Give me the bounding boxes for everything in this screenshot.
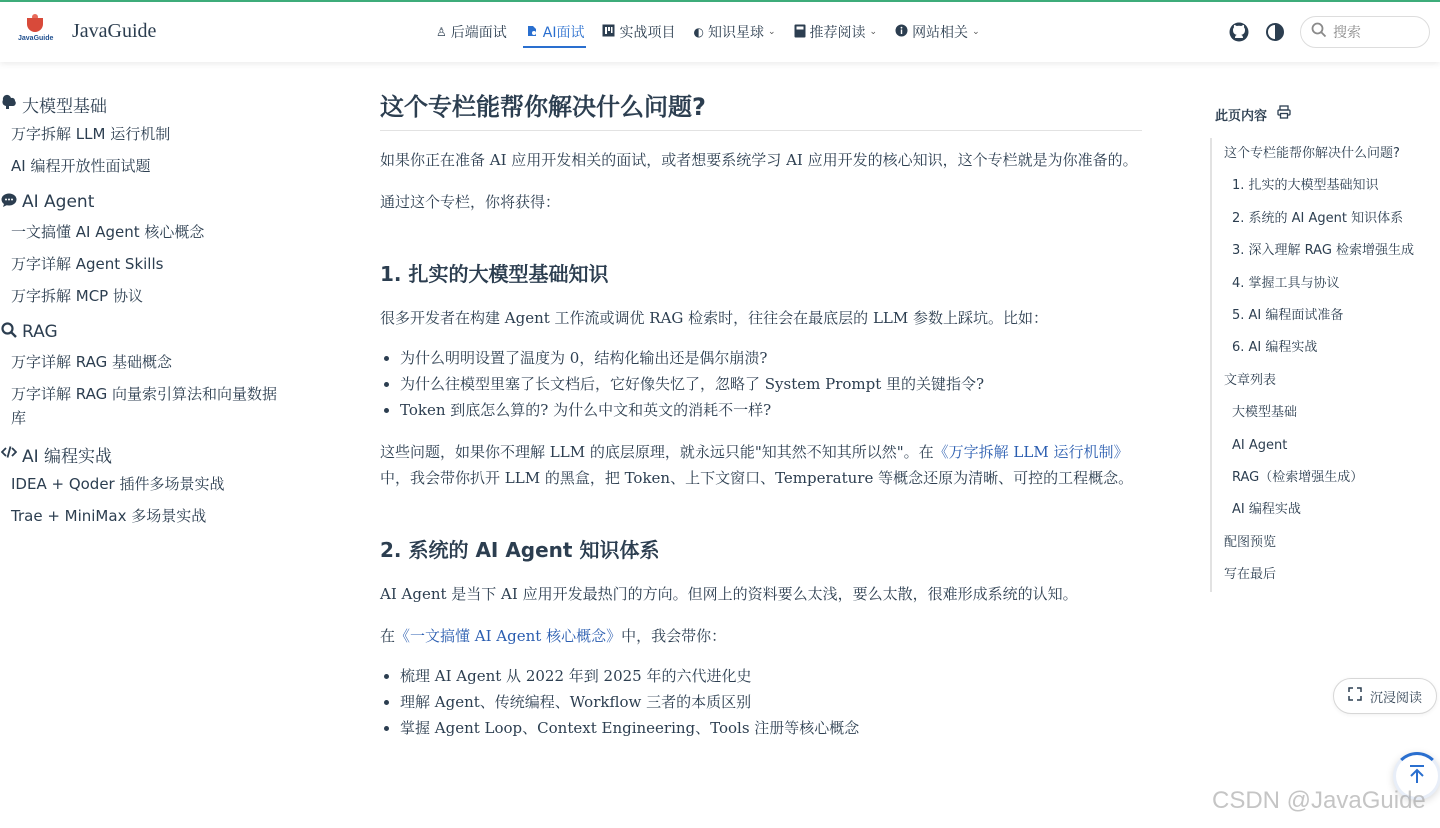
code-icon xyxy=(1,445,17,463)
toc-title: 此页内容 xyxy=(1210,100,1434,128)
sidebar-group-heading[interactable]: AI 编程实战 xyxy=(0,440,300,468)
list-item: • 为什么往模型里塞了长文档后，它好像失忆了，忽略了 System Prompt 里的关键指令? xyxy=(400,371,1142,397)
toc-item[interactable]: RAG（检索增强生成） xyxy=(1232,470,1364,486)
sidebar-group-heading[interactable]: 大模型基础 xyxy=(0,90,300,118)
section-paragraph: 很多开发者在构建 Agent 工作流或调优 RAG 检索时，往往会在最底层的 LLM 参数上踩坑。比如： xyxy=(380,309,1049,327)
brain-icon xyxy=(1,94,17,114)
toc-item[interactable]: AI 编程实战 xyxy=(1232,502,1301,518)
nav-item-site[interactable] xyxy=(893,2,982,62)
book-icon xyxy=(794,24,806,41)
logo: JavaGuide xyxy=(18,14,52,48)
sidebar-item-idea-qoder[interactable]: IDEA + Qoder 插件多场景实战 xyxy=(11,475,225,493)
search-input[interactable] xyxy=(1300,16,1430,48)
link-agent-concepts[interactable]: 《一文搞懂 AI Agent 核心概念》 xyxy=(395,627,622,645)
sidebar-group-rag xyxy=(0,318,300,434)
board-icon xyxy=(602,24,615,40)
sidebar-item-ai-coding-questions[interactable]: AI 编程开放性面试题 xyxy=(11,157,151,175)
theme-toggle-icon[interactable] xyxy=(1264,21,1286,43)
bullet-list xyxy=(380,345,1142,423)
stamp-icon: ♙ xyxy=(436,25,447,39)
section-paragraph: AI Agent 是当下 AI 应用开发最热门的方向。但网上的资料要么太浅，要么太散，很难形成系统的认知。 xyxy=(380,585,1078,603)
list-item: • 掌握 Agent Loop、Context Engineering、Tools 注册等核心概念 xyxy=(400,715,1142,741)
nav-links xyxy=(434,2,982,62)
sidebar-item-rag-basics[interactable]: 万字详解 RAG 基础概念 xyxy=(11,353,172,371)
page-title: 这个专栏能帮你解决什么问题? xyxy=(380,90,1142,131)
toc-item[interactable]: 写在最后 xyxy=(1224,567,1277,583)
link-llm-mechanism[interactable]: 《万字拆解 LLM 运行机制》 xyxy=(933,443,1129,461)
toc-item[interactable]: 1. 扎实的大模型基础知识 xyxy=(1232,178,1379,194)
nav-item-backend-interview[interactable] xyxy=(434,2,509,62)
toc-item[interactable]: 4. 掌握工具与协议 xyxy=(1232,275,1340,291)
nav-right xyxy=(1228,16,1430,48)
nav-item-ai-interview[interactable] xyxy=(523,2,587,62)
sidebar-group-llm-basics xyxy=(0,90,300,182)
bullet-list xyxy=(380,663,1142,741)
nav-item-label: 知识星球 xyxy=(707,25,764,41)
toc-list xyxy=(1210,138,1434,592)
nav-item-recommended[interactable] xyxy=(792,2,880,62)
search-icon xyxy=(1311,22,1327,42)
sidebar xyxy=(0,90,300,534)
search-placeholder: 搜索 xyxy=(1333,25,1361,41)
nav-item-label: 网站相关 xyxy=(912,25,969,41)
chevron-down-icon: ⌄ xyxy=(869,27,878,37)
main-content xyxy=(380,90,1142,741)
sidebar-group-heading[interactable]: RAG xyxy=(0,318,300,346)
nav-item-projects[interactable] xyxy=(600,2,677,62)
brand-name[interactable]: JavaGuide xyxy=(72,19,157,42)
toc-item[interactable]: 5. AI 编程面试准备 xyxy=(1232,308,1344,324)
chat-icon xyxy=(1,192,17,212)
nav-item-label: 后端面试 xyxy=(450,25,507,41)
chevron-down-icon: ⌄ xyxy=(767,27,776,37)
table-of-contents xyxy=(1210,100,1434,592)
toc-item[interactable]: 文章列表 xyxy=(1224,372,1277,388)
sidebar-item-rag-vector-index[interactable]: 万字详解 RAG 向量索引算法和向量数据库 xyxy=(11,385,277,427)
section-paragraph: 在《一文搞懂 AI Agent 核心概念》中，我会带你： xyxy=(380,627,727,645)
print-icon[interactable] xyxy=(1277,105,1291,123)
github-icon[interactable] xyxy=(1228,21,1250,43)
sidebar-item-trae-minimax[interactable]: Trae + MiniMax 多场景实战 xyxy=(11,507,207,525)
sidebar-group-ai-coding xyxy=(0,440,300,532)
nav-item-knowledge-planet[interactable] xyxy=(691,2,777,62)
gain-paragraph: 通过这个专栏，你将获得： xyxy=(380,193,561,211)
search-icon xyxy=(1,322,17,342)
toc-item[interactable]: 2. 系统的 AI Agent 知识体系 xyxy=(1232,210,1404,226)
chevron-down-icon: ⌄ xyxy=(972,27,980,37)
watermark: CSDN @JavaGuide xyxy=(1212,787,1426,814)
list-item: • 理解 Agent、传统编程、Workflow 三者的本质区别 xyxy=(400,689,1142,715)
section-heading-ai-agent: 2. 系统的 AI Agent 知识体系 xyxy=(380,538,660,562)
list-item: • Token 到底怎么算的? 为什么中文和英文的消耗不一样? xyxy=(400,397,1142,423)
arrow-up-icon xyxy=(1408,764,1426,788)
sidebar-item-mcp[interactable]: 万字拆解 MCP 协议 xyxy=(11,287,143,305)
intro-paragraph: 如果你正在准备 AI 应用开发相关的面试，或者想要系统学习 AI 应用开发的核心知识，这个专栏就是为你准备的。 xyxy=(380,151,1138,169)
brand[interactable] xyxy=(18,14,156,48)
list-item: • 为什么明明设置了温度为 0，结构化输出还是偶尔崩溃? xyxy=(400,345,1142,371)
toc-item[interactable]: 6. AI 编程实战 xyxy=(1232,340,1318,356)
toc-item[interactable]: AI Agent xyxy=(1232,437,1288,453)
info-icon xyxy=(895,24,908,40)
planet-icon: ◐ xyxy=(693,25,704,39)
nav-item-label: 推荐阅读 xyxy=(809,25,866,41)
immersive-reading-button[interactable]: 沉浸阅读 xyxy=(1333,678,1437,714)
toc-item[interactable]: 3. 深入理解 RAG 检索增强生成 xyxy=(1232,243,1415,259)
toc-item[interactable]: 大模型基础 xyxy=(1232,405,1298,421)
section-paragraph: 这些问题，如果你不理解 LLM 的底层原理，就永远只能"知其然不知其所以然"。在《万字拆解 LLM 运行机制》中，我会带你扒开 LLM 的黑盒，把 Token、上下文窗口、Temperature 等概念还原为清晰、可控的工程概念。 xyxy=(380,443,1134,487)
navbar xyxy=(0,2,1440,62)
sidebar-item-agent-concepts[interactable]: 一文搞懂 AI Agent 核心概念 xyxy=(11,223,205,241)
brain-icon xyxy=(525,24,539,41)
sidebar-item-llm-mechanism[interactable]: 万字拆解 LLM 运行机制 xyxy=(11,125,171,143)
fullscreen-icon xyxy=(1348,687,1362,705)
sidebar-group-ai-agent xyxy=(0,188,300,312)
toc-item[interactable]: 配图预览 xyxy=(1224,534,1277,550)
nav-item-label: AI面试 xyxy=(542,25,585,41)
nav-item-label: 实战项目 xyxy=(619,25,676,41)
sidebar-group-heading[interactable]: AI Agent xyxy=(0,188,300,216)
toc-item[interactable]: 这个专栏能帮你解决什么问题? xyxy=(1224,146,1400,161)
section-heading-llm-basics: 1. 扎实的大模型基础知识 xyxy=(380,262,609,286)
sidebar-item-agent-skills[interactable]: 万字详解 Agent Skills xyxy=(11,255,164,273)
list-item: • 梳理 AI Agent 从 2022 年到 2025 年的六代进化史 xyxy=(400,663,1142,689)
